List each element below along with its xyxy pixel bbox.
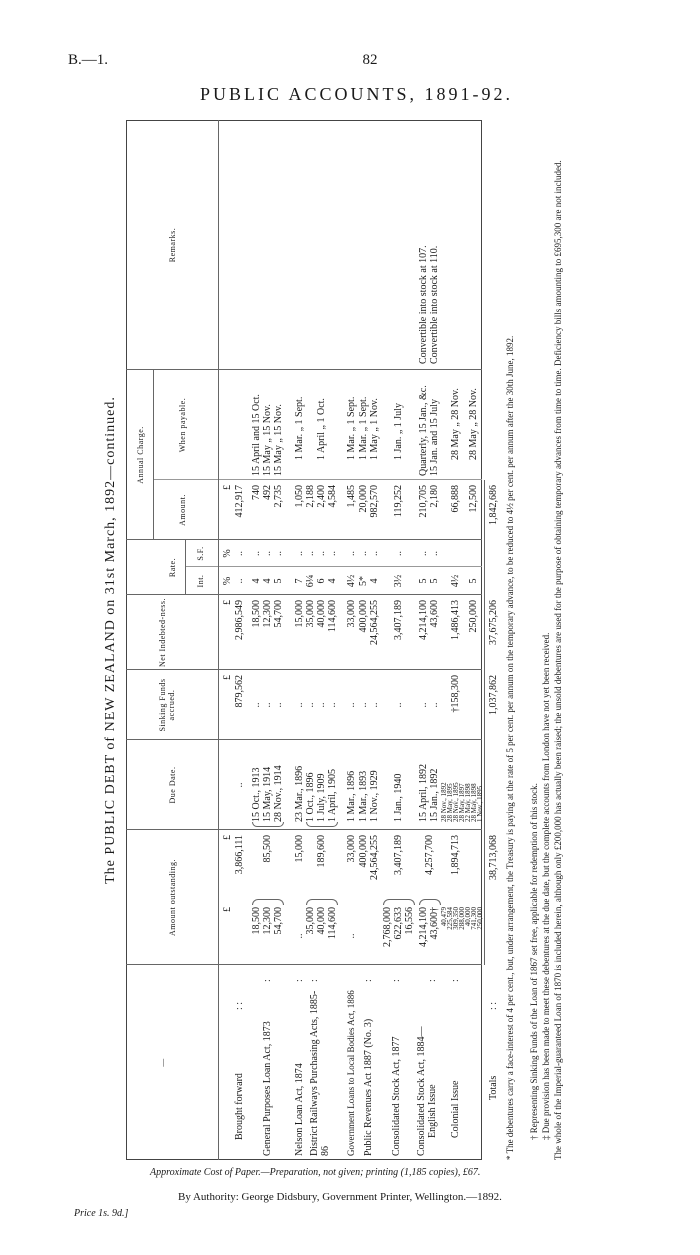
brace — [306, 822, 338, 827]
leader-dots: : — [309, 979, 320, 982]
due-date: 1 Nov., 1929 — [369, 770, 380, 822]
col-head-sinking-funds: Sinking Funds accrued. — [158, 678, 176, 732]
row-label-consolidated-1884: Consolidated Stock Act, 1884— — [416, 1026, 427, 1156]
unit-symbol: £ — [222, 600, 233, 605]
row-label-colonial-issue: Colonial Issue — [450, 1080, 461, 1138]
row-label-nelson: Nelson Loan Act, 1874 — [294, 1063, 305, 1156]
col-head-amount-outstanding: Amount outstanding. — [168, 858, 177, 937]
rate-int: 4½ — [346, 574, 357, 588]
sinking-funds: .. — [346, 702, 357, 708]
brace — [252, 822, 284, 827]
net-indebtedness: 54,700 — [273, 600, 284, 628]
rate-int: 4 — [327, 578, 338, 584]
net-indebtedness: 4,214,100 — [418, 600, 429, 640]
sub-amount: 24,564,255 — [369, 835, 380, 880]
net-indebtedness: 15,000 — [294, 600, 305, 628]
rate-int: 7 — [294, 578, 305, 584]
unit-symbol: % — [222, 549, 233, 558]
due-date: 1 Nov., 1895 — [476, 785, 484, 822]
sub-amount: .. — [294, 933, 305, 939]
unit-symbol: £ — [222, 485, 233, 490]
price-note: Price 1s. 9d.] — [74, 1208, 129, 1219]
annual-amount: 982,570 — [369, 485, 380, 518]
sinking-funds: .. — [262, 702, 273, 708]
due-date: 15 Oct., 1913 — [251, 767, 262, 822]
due-date: 1 Oct., 1896 — [305, 772, 316, 822]
when-payable: 1 Mar. „ 1 Sept. — [346, 396, 357, 460]
leader-dots: : — [294, 979, 305, 982]
due-date: 23 Mar., 1896 — [294, 765, 305, 822]
sub-amount: 40,479 — [440, 907, 448, 927]
sinking-funds: .. — [429, 702, 440, 708]
rate-int: 3½ — [393, 574, 404, 588]
amount-outstanding: 3,866,111 — [234, 835, 245, 875]
amount-outstanding: 4,257,700 — [424, 835, 435, 875]
sinking-funds: .. — [327, 702, 338, 708]
sub-amount: 18,500 — [251, 907, 262, 935]
public-debt-table — [98, 120, 568, 1160]
amount-outstanding: 3,407,189 — [393, 835, 404, 875]
rate-sf: .. — [358, 551, 369, 556]
amount-outstanding: 38,713,068 — [488, 835, 499, 880]
annual-amount: 412,917 — [234, 485, 245, 518]
sub-amount: 309,350 — [452, 907, 460, 930]
when-payable: 1 Mar. „ 1 Sept. — [358, 396, 369, 460]
rate-sf: .. — [418, 551, 429, 556]
col-head-amount: Amount. — [178, 494, 187, 526]
net-indebtedness: 33,000 — [346, 600, 357, 628]
due-date: 1 Jan., 1940 — [393, 773, 404, 822]
when-payable: 15 May „ 15 Nov. — [262, 404, 273, 476]
rate-sf: .. — [251, 551, 262, 556]
leader-dots: : — [262, 979, 273, 982]
footnote: The whole of the Imperial-guaranteed Loan of 1870 is included herein, although only £200,000 has actually been raised; the unsold debentures are used for the purpose of obtaining temporary advances from time to time. Deficiency bills amounting to £695,300 are not included. — [553, 160, 563, 1160]
unit-symbol: £ — [222, 835, 233, 840]
unit-symbol: £ — [222, 675, 233, 680]
when-payable: 15 April and 15 Oct. — [251, 394, 262, 476]
sub-amount: 250,000 — [476, 907, 484, 930]
rate-int: .. — [234, 578, 245, 584]
net-indebtedness: 114,600 — [327, 600, 338, 633]
rate-sf: .. — [294, 551, 305, 556]
due-date: 28 Nov., 1914 — [273, 765, 284, 822]
amount-outstanding: 15,000 — [294, 835, 305, 863]
rate-sf: .. — [327, 551, 338, 556]
due-date: 15 Jan., 1892 — [429, 768, 440, 822]
running-title: PUBLIC ACCOUNTS, 1891-92. — [200, 84, 514, 104]
row-rule — [185, 540, 186, 595]
net-indebtedness: 18,500 — [251, 600, 262, 628]
due-date: 1 April, 1905 — [327, 768, 338, 822]
net-indebtedness: 35,000 — [305, 600, 316, 628]
net-indebtedness: 12,300 — [262, 600, 273, 628]
sub-amount: 35,000 — [305, 907, 316, 935]
col-rule — [126, 829, 482, 830]
rate-int: 5* — [358, 576, 369, 586]
row-label-english-issue: English Issue — [427, 1084, 438, 1138]
sub-amount: 12,300 — [262, 907, 273, 935]
col-head-rate: Rate. — [168, 557, 177, 578]
amount-outstanding: 33,000 — [346, 835, 357, 863]
leader-dots: : — [427, 979, 438, 982]
annual-amount: 20,000 — [358, 485, 369, 513]
rate-sf: .. — [273, 551, 284, 556]
rate-int: 6¼ — [305, 574, 316, 588]
when-payable: 15 Jan. and 15 July — [429, 399, 440, 476]
rate-int: 5 — [468, 578, 479, 584]
footnote: ‡ Due provision has been made to meet these debentures at the due date, but the complete accounts from London have not yet been received. — [541, 632, 551, 1140]
rate-sf: .. — [429, 551, 440, 556]
col-head-sf: S.F. — [196, 546, 205, 561]
leader-dots: : — [391, 979, 402, 982]
sub-amount: 622,633 — [393, 907, 404, 940]
sub-amount: 40,000 — [316, 907, 327, 935]
remarks: Convertible into stock at 110. — [429, 245, 440, 364]
net-indebtedness: 3,407,189 — [393, 600, 404, 640]
due-date: 28 Nov., 1895 — [452, 782, 460, 822]
annual-amount: 2,735 — [273, 485, 284, 508]
rate-int: 4½ — [450, 574, 461, 588]
row-label-consolidated-1877: Consolidated Stock Act, 1877 — [391, 1036, 402, 1156]
col-head-remarks: Remarks. — [168, 227, 177, 263]
rate-sf: .. — [346, 551, 357, 556]
when-payable: Quarterly, 15 Jan., &c. — [418, 385, 429, 476]
sinking-funds: .. — [393, 702, 404, 708]
sub-amount: .. — [346, 933, 357, 939]
amount-outstanding: 85,500 — [262, 835, 273, 863]
due-date: 28 May, 1898 — [470, 783, 478, 822]
row-label-totals: Totals — [488, 1075, 499, 1100]
net-indebtedness: 2,986,549 — [234, 600, 245, 640]
annual-amount: 2,180 — [429, 485, 440, 508]
net-indebtedness: 400,000 — [358, 600, 369, 633]
col-head-blank: — — [158, 1058, 167, 1067]
rate-sf: .. — [234, 551, 245, 556]
page-code: B.—1. — [68, 52, 109, 68]
rate-sf: .. — [393, 551, 404, 556]
net-indebtedness: 40,000 — [316, 600, 327, 628]
page-number: 82 — [362, 52, 378, 68]
due-date: 28 Nov., 1892 — [440, 782, 448, 822]
due-date: 1 Mar., 1893 — [358, 770, 369, 822]
totals-rule — [484, 480, 485, 965]
due-date: 1 July, 1909 — [316, 773, 327, 822]
sub-amount: 4,214,100 — [418, 907, 429, 947]
sub-amount: 2,768,000 — [382, 907, 393, 947]
annual-amount: 2,188 — [305, 485, 316, 508]
col-head-when-payable: When payable. — [178, 397, 187, 453]
table-title: The PUBLIC DEBT of NEW ZEALAND on 31st March, 1892—continued. — [103, 396, 118, 884]
annual-amount: 1,485 — [346, 485, 357, 508]
footnote: † Representing Sinking Funds of the Loan of 1867 set free, applicable for redemption of this stock. — [529, 783, 539, 1140]
when-payable: 28 May „ 28 Nov. — [468, 388, 479, 460]
net-indebtedness: 250,000 — [468, 600, 479, 633]
due-date: 28 May, 1895 — [446, 783, 454, 822]
col-head-annual-charge: Annual Charge. — [136, 426, 145, 484]
annual-amount: 4,584 — [327, 485, 338, 508]
sub-amount: 225,584 — [446, 907, 454, 930]
net-indebtedness: 1,486,413 — [450, 600, 461, 640]
rate-sf: .. — [305, 551, 316, 556]
header-rule — [218, 120, 219, 1160]
sub-amount: 114,600 — [327, 907, 338, 940]
rate-int: 5 — [429, 578, 440, 584]
sinking-funds: .. — [418, 702, 429, 708]
rate-int: 5 — [273, 578, 284, 584]
row-label-district-railways: District Railways Purchasing Acts, 1885-86 — [309, 990, 331, 1156]
sinking-funds: .. — [316, 702, 327, 708]
sub-amount: 16,556 — [404, 907, 415, 935]
sinking-funds: .. — [273, 702, 284, 708]
annual-amount: 2,400 — [316, 485, 327, 508]
due-date: 22 May, 1898 — [464, 783, 472, 822]
sinking-funds: †158,300 — [450, 675, 461, 713]
annual-amount: 12,500 — [468, 485, 479, 513]
annual-amount: 1,842,686 — [488, 485, 499, 525]
leader-dots: : : — [234, 1001, 245, 1010]
sinking-funds: .. — [358, 702, 369, 708]
due-date: .. — [234, 782, 245, 788]
leader-dots: : : — [488, 1001, 499, 1010]
col-head-net-indebtedness: Net Indebted-ness. — [158, 598, 167, 667]
sinking-funds: .. — [251, 702, 262, 708]
annual-amount: 1,050 — [294, 485, 305, 508]
leader-dots: : — [363, 979, 374, 982]
row-label-public-revenues: Public Revenues Act 1887 (No. 3) — [363, 1018, 374, 1156]
unit-symbol: % — [222, 576, 233, 586]
due-date: 15 May, 1914 — [262, 766, 273, 822]
remarks: Convertible into stock at 107. — [418, 245, 429, 364]
when-payable: 15 May „ 15 Nov. — [273, 404, 284, 476]
rotated-table-region — [98, 120, 568, 1160]
sub-amount: 288,000 — [458, 907, 466, 930]
rate-int: 5 — [418, 578, 429, 584]
row-label-general-purposes: General Purposes Loan Act, 1873 — [262, 1021, 273, 1156]
annual-amount: 492 — [262, 485, 273, 500]
sub-amount: 400,000 — [358, 835, 369, 868]
amount-outstanding: 189,600 — [316, 835, 327, 868]
col-head-due-date: Due Date. — [168, 766, 177, 804]
sinking-funds: 879,562 — [234, 675, 245, 708]
annual-amount: 740 — [251, 485, 262, 500]
rate-sf: .. — [369, 551, 380, 556]
amount-outstanding: 1,894,713 — [450, 835, 461, 875]
rate-sf: .. — [262, 551, 273, 556]
sinking-funds: .. — [305, 702, 316, 708]
sinking-funds: .. — [294, 702, 305, 708]
annual-amount: 119,252 — [393, 485, 404, 518]
annual-amount: 66,888 — [450, 485, 461, 513]
due-date: 15 April, 1892 — [418, 763, 429, 822]
when-payable: 28 May „ 28 Nov. — [450, 388, 461, 460]
due-date: 28 May, 1897 — [458, 783, 466, 822]
row-label-local-bodies: Government Loans to Local Bodies Act, 1886 — [346, 990, 356, 1156]
row-label-brought-forward: Brought forward — [234, 1073, 245, 1140]
when-payable: 1 Jan. „ 1 July — [393, 403, 404, 460]
net-indebtedness: 43,600 — [429, 600, 440, 628]
rate-int: 4 — [262, 578, 273, 584]
sub-amount: 54,700 — [273, 907, 284, 935]
when-payable: 1 May „ 1 Nov. — [369, 398, 380, 460]
sinking-funds: .. — [369, 702, 380, 708]
sub-amount: 40,000 — [464, 907, 472, 927]
when-payable: 1 Mar. „ 1 Sept. — [294, 396, 305, 460]
row-rule — [153, 370, 154, 540]
footnote: * The debentures carry a face-interest of 4 per cent., but, under arrangement, the Treasury is paying at the rate of 5 per cent. per annum on the temporary advance, to be reduced to 4½ per cent. per annum after the 30th June, 1892. — [505, 335, 515, 1160]
net-indebtedness: 37,675,206 — [488, 600, 499, 645]
printer-authority: By Authority: George Didsbury, Government Printer, Wellington.—1892. — [178, 1191, 502, 1203]
rate-int: 4 — [251, 578, 262, 584]
net-indebtedness: 24,564,255 — [369, 600, 380, 645]
paper-cost-note: Approximate Cost of Paper.—Preparation, not given; printing (1,185 copies), £67. — [150, 1167, 481, 1178]
sinking-funds: 1,037,862 — [488, 675, 499, 715]
unit-symbol: £ — [222, 907, 233, 912]
rate-sf: .. — [316, 551, 327, 556]
col-rule — [153, 479, 482, 480]
rate-int: 4 — [369, 578, 380, 584]
leader-dots: : — [450, 979, 461, 982]
when-payable: 1 April „ 1 Oct. — [316, 398, 327, 460]
sub-amount: 43,600† — [429, 907, 440, 940]
col-head-int: Int. — [196, 574, 205, 588]
rate-int: 6 — [316, 578, 327, 584]
annual-amount: 210,705 — [418, 485, 429, 518]
due-date: 1 Mar., 1896 — [346, 770, 357, 822]
sub-amount: 741,300 — [470, 907, 478, 930]
